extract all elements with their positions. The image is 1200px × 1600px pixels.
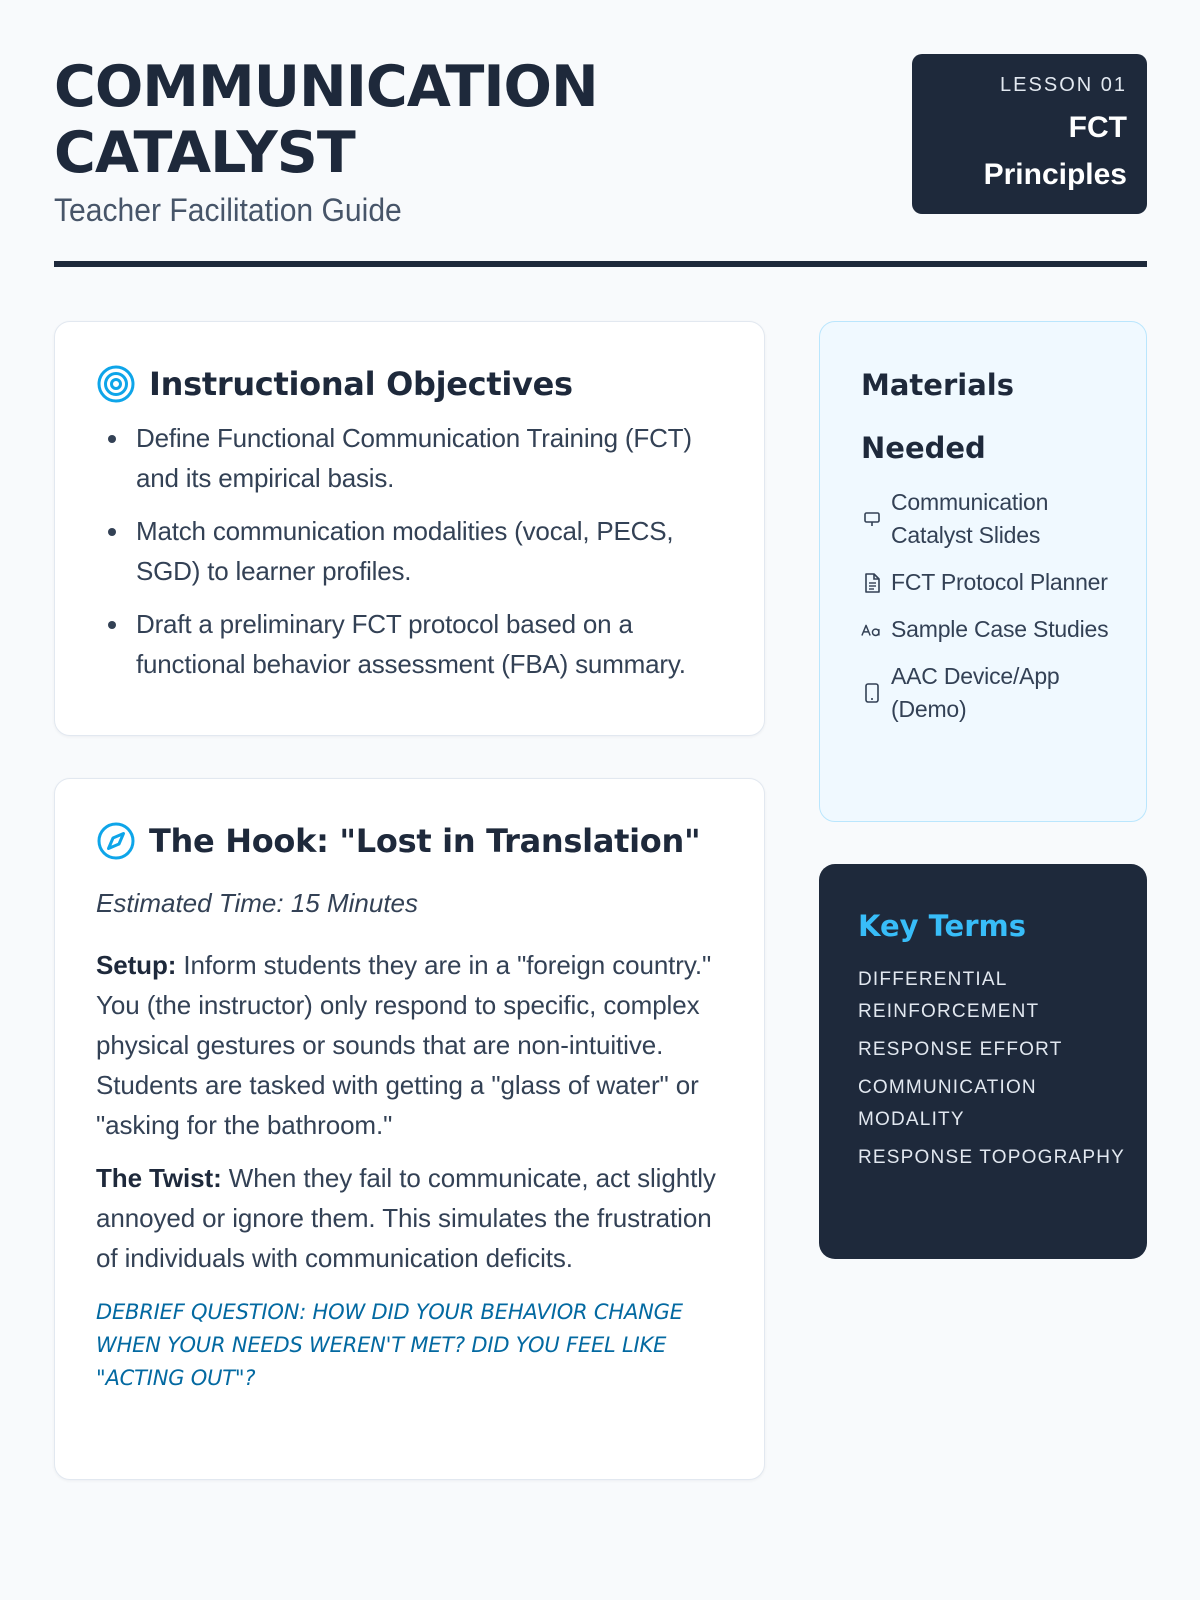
lesson-guide-page (54, 0, 1147, 1390)
title-line-2: CATALYST (54, 120, 355, 186)
lesson-title (932, 104, 1127, 198)
material-label: Communication Catalyst Slides (891, 489, 1049, 548)
lesson-badge (912, 54, 1147, 214)
material-item (861, 486, 1126, 552)
material-item (861, 613, 1126, 646)
page-header (54, 0, 1147, 268)
text-font-icon (861, 619, 883, 641)
key-terms-panel (819, 864, 1147, 1259)
objectives-heading-row (96, 362, 724, 406)
tablet-icon (861, 682, 883, 704)
key-term: DIFFERENTIAL REINFORCEMENT (858, 969, 1040, 1022)
lesson-title-line-1: FCT (1068, 111, 1127, 144)
material-label: FCT Protocol Planner (891, 569, 1108, 595)
key-terms-list (858, 964, 1127, 1174)
key-term: RESPONSE EFFORT (858, 1039, 1063, 1060)
page-title (54, 54, 694, 186)
objective-item: Match communication modalities (vocal, PECS, SGD) to learner profiles. (136, 511, 724, 591)
materials-list (861, 486, 1126, 726)
target-icon (96, 364, 136, 404)
objectives-list (96, 418, 724, 684)
lesson-number: LESSON 01 (1000, 74, 1127, 96)
key-term: RESPONSE TOPOGRAPHY (858, 1147, 1126, 1168)
twist-label: The Twist: (96, 1163, 222, 1193)
material-label: AAC Device/App (Demo) (891, 663, 1060, 722)
presentation-icon (861, 508, 883, 530)
document-icon (861, 572, 883, 594)
hook-card (54, 778, 765, 1480)
materials-heading: Materials Needed (861, 368, 1014, 465)
debrief-question: DEBRIEF QUESTION: HOW DID YOUR BEHAVIOR CHANGE WHEN YOUR NEEDS WEREN'T MET? DID YOU FEEL LIKE "ACTING OUT"? (96, 1300, 683, 1390)
material-label: Sample Case Studies (891, 616, 1109, 642)
objectives-heading: Instructional Objectives (149, 365, 573, 403)
twist-text: When they fail to communicate, act slightly annoyed or ignore them. This simulates the frustration of individuals with communication deficits. (96, 1163, 716, 1273)
material-item (861, 660, 1126, 726)
estimated-time: Estimated Time: 15 Minutes (96, 888, 419, 918)
setup-text: Inform students they are in a "foreign country." You (the instructor) only respond to specific, complex physical gestures or sounds that are non-intuitive. Students are tasked with getting a "glass of water" or "asking for the bathroom." (96, 950, 712, 1140)
title-line-1: COMMUNICATION (54, 54, 598, 120)
setup-paragraph (96, 945, 724, 1145)
objective-item: Draft a preliminary FCT protocol based on a functional behavior assessment (FBA) summary. (136, 604, 724, 684)
lesson-title-line-2: Principles (983, 158, 1127, 191)
key-terms-heading: Key Terms (858, 909, 1027, 943)
setup-label: Setup: (96, 950, 177, 980)
hook-heading: The Hook: "Lost in Translation" (149, 822, 701, 860)
materials-panel (819, 321, 1147, 822)
objectives-card (54, 321, 765, 736)
hook-heading-row (96, 819, 724, 863)
header-divider (54, 261, 1147, 267)
objective-item: Define Functional Communication Training (FCT) and its empirical basis. (136, 418, 724, 498)
compass-icon (96, 821, 136, 861)
key-term: COMMUNICATION MODALITY (858, 1077, 1037, 1130)
material-item (861, 566, 1126, 599)
twist-paragraph (96, 1158, 724, 1278)
page-subtitle: Teacher Facilitation Guide (54, 192, 402, 228)
